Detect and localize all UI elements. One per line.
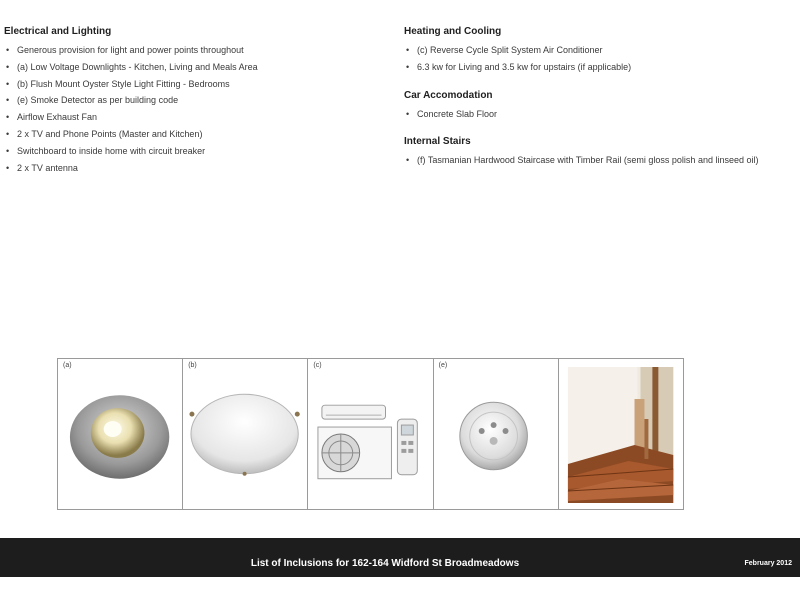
bullet-list bbox=[404, 106, 784, 123]
air-conditioner-icon bbox=[308, 359, 432, 509]
list-item: • 2 x TV antenna bbox=[4, 160, 384, 177]
section-internal-stairs bbox=[404, 136, 784, 169]
image-label: (e) bbox=[438, 362, 448, 369]
image-label: (c) bbox=[313, 362, 322, 369]
section-heading: Car Accomodation bbox=[404, 89, 493, 101]
list-item: • Switchboard to inside home with circuit breaker bbox=[4, 143, 384, 160]
list-item: • Generous provision for light and power points throughout bbox=[4, 42, 384, 59]
list-item: • (a) Low Voltage Downlights - Kitchen, Living and Meals Area bbox=[4, 59, 384, 76]
section-heading: Electrical and Lighting bbox=[4, 26, 112, 37]
footer-title: List of Inclusions for 162-164 Widford St Broadmeadows bbox=[250, 558, 520, 569]
bullet-list bbox=[4, 42, 384, 176]
image-label: (a) bbox=[63, 362, 72, 369]
image-cell-downlight bbox=[58, 359, 183, 509]
section-heating-cooling bbox=[404, 26, 784, 76]
list-item: • 2 x TV and Phone Points (Master and Kitchen) bbox=[4, 126, 384, 143]
staircase-photo bbox=[559, 359, 683, 509]
section-heading: Heating and Cooling bbox=[404, 26, 502, 37]
image-cell-air-conditioner bbox=[308, 359, 433, 509]
product-image-strip bbox=[57, 358, 684, 510]
left-column bbox=[4, 26, 384, 190]
list-item: • 6.3 kw for Living and 3.5 kw for upstairs (if applicable) bbox=[404, 59, 784, 76]
downlight-icon bbox=[58, 359, 182, 509]
section-electrical-lighting bbox=[4, 26, 384, 176]
list-item: • (c) Reverse Cycle Split System Air Conditioner bbox=[404, 42, 784, 59]
image-label: (b) bbox=[188, 362, 197, 369]
image-cell-oyster-light bbox=[183, 359, 308, 509]
image-cell-smoke-detector bbox=[434, 359, 559, 509]
image-cell-staircase bbox=[559, 359, 683, 509]
section-car-accomodation bbox=[404, 90, 784, 123]
list-item: • (b) Flush Mount Oyster Style Light Fitting - Bedrooms bbox=[4, 76, 384, 93]
list-item: • Airflow Exhaust Fan bbox=[4, 109, 384, 126]
list-item: • (f) Tasmanian Hardwood Staircase with Timber Rail (semi gloss polish and linseed oil) bbox=[404, 152, 784, 169]
list-item: • (e) Smoke Detector as per building code bbox=[4, 92, 384, 109]
footer-date: February 2012 bbox=[744, 560, 792, 567]
section-heading: Internal Stairs bbox=[404, 136, 471, 148]
right-column bbox=[404, 26, 784, 183]
list-item: • Concrete Slab Floor bbox=[404, 106, 784, 123]
oyster-light-icon bbox=[183, 359, 307, 509]
smoke-detector-icon bbox=[434, 359, 558, 509]
bullet-list bbox=[404, 42, 784, 76]
bullet-list bbox=[404, 152, 784, 169]
footer-bar bbox=[0, 538, 800, 577]
